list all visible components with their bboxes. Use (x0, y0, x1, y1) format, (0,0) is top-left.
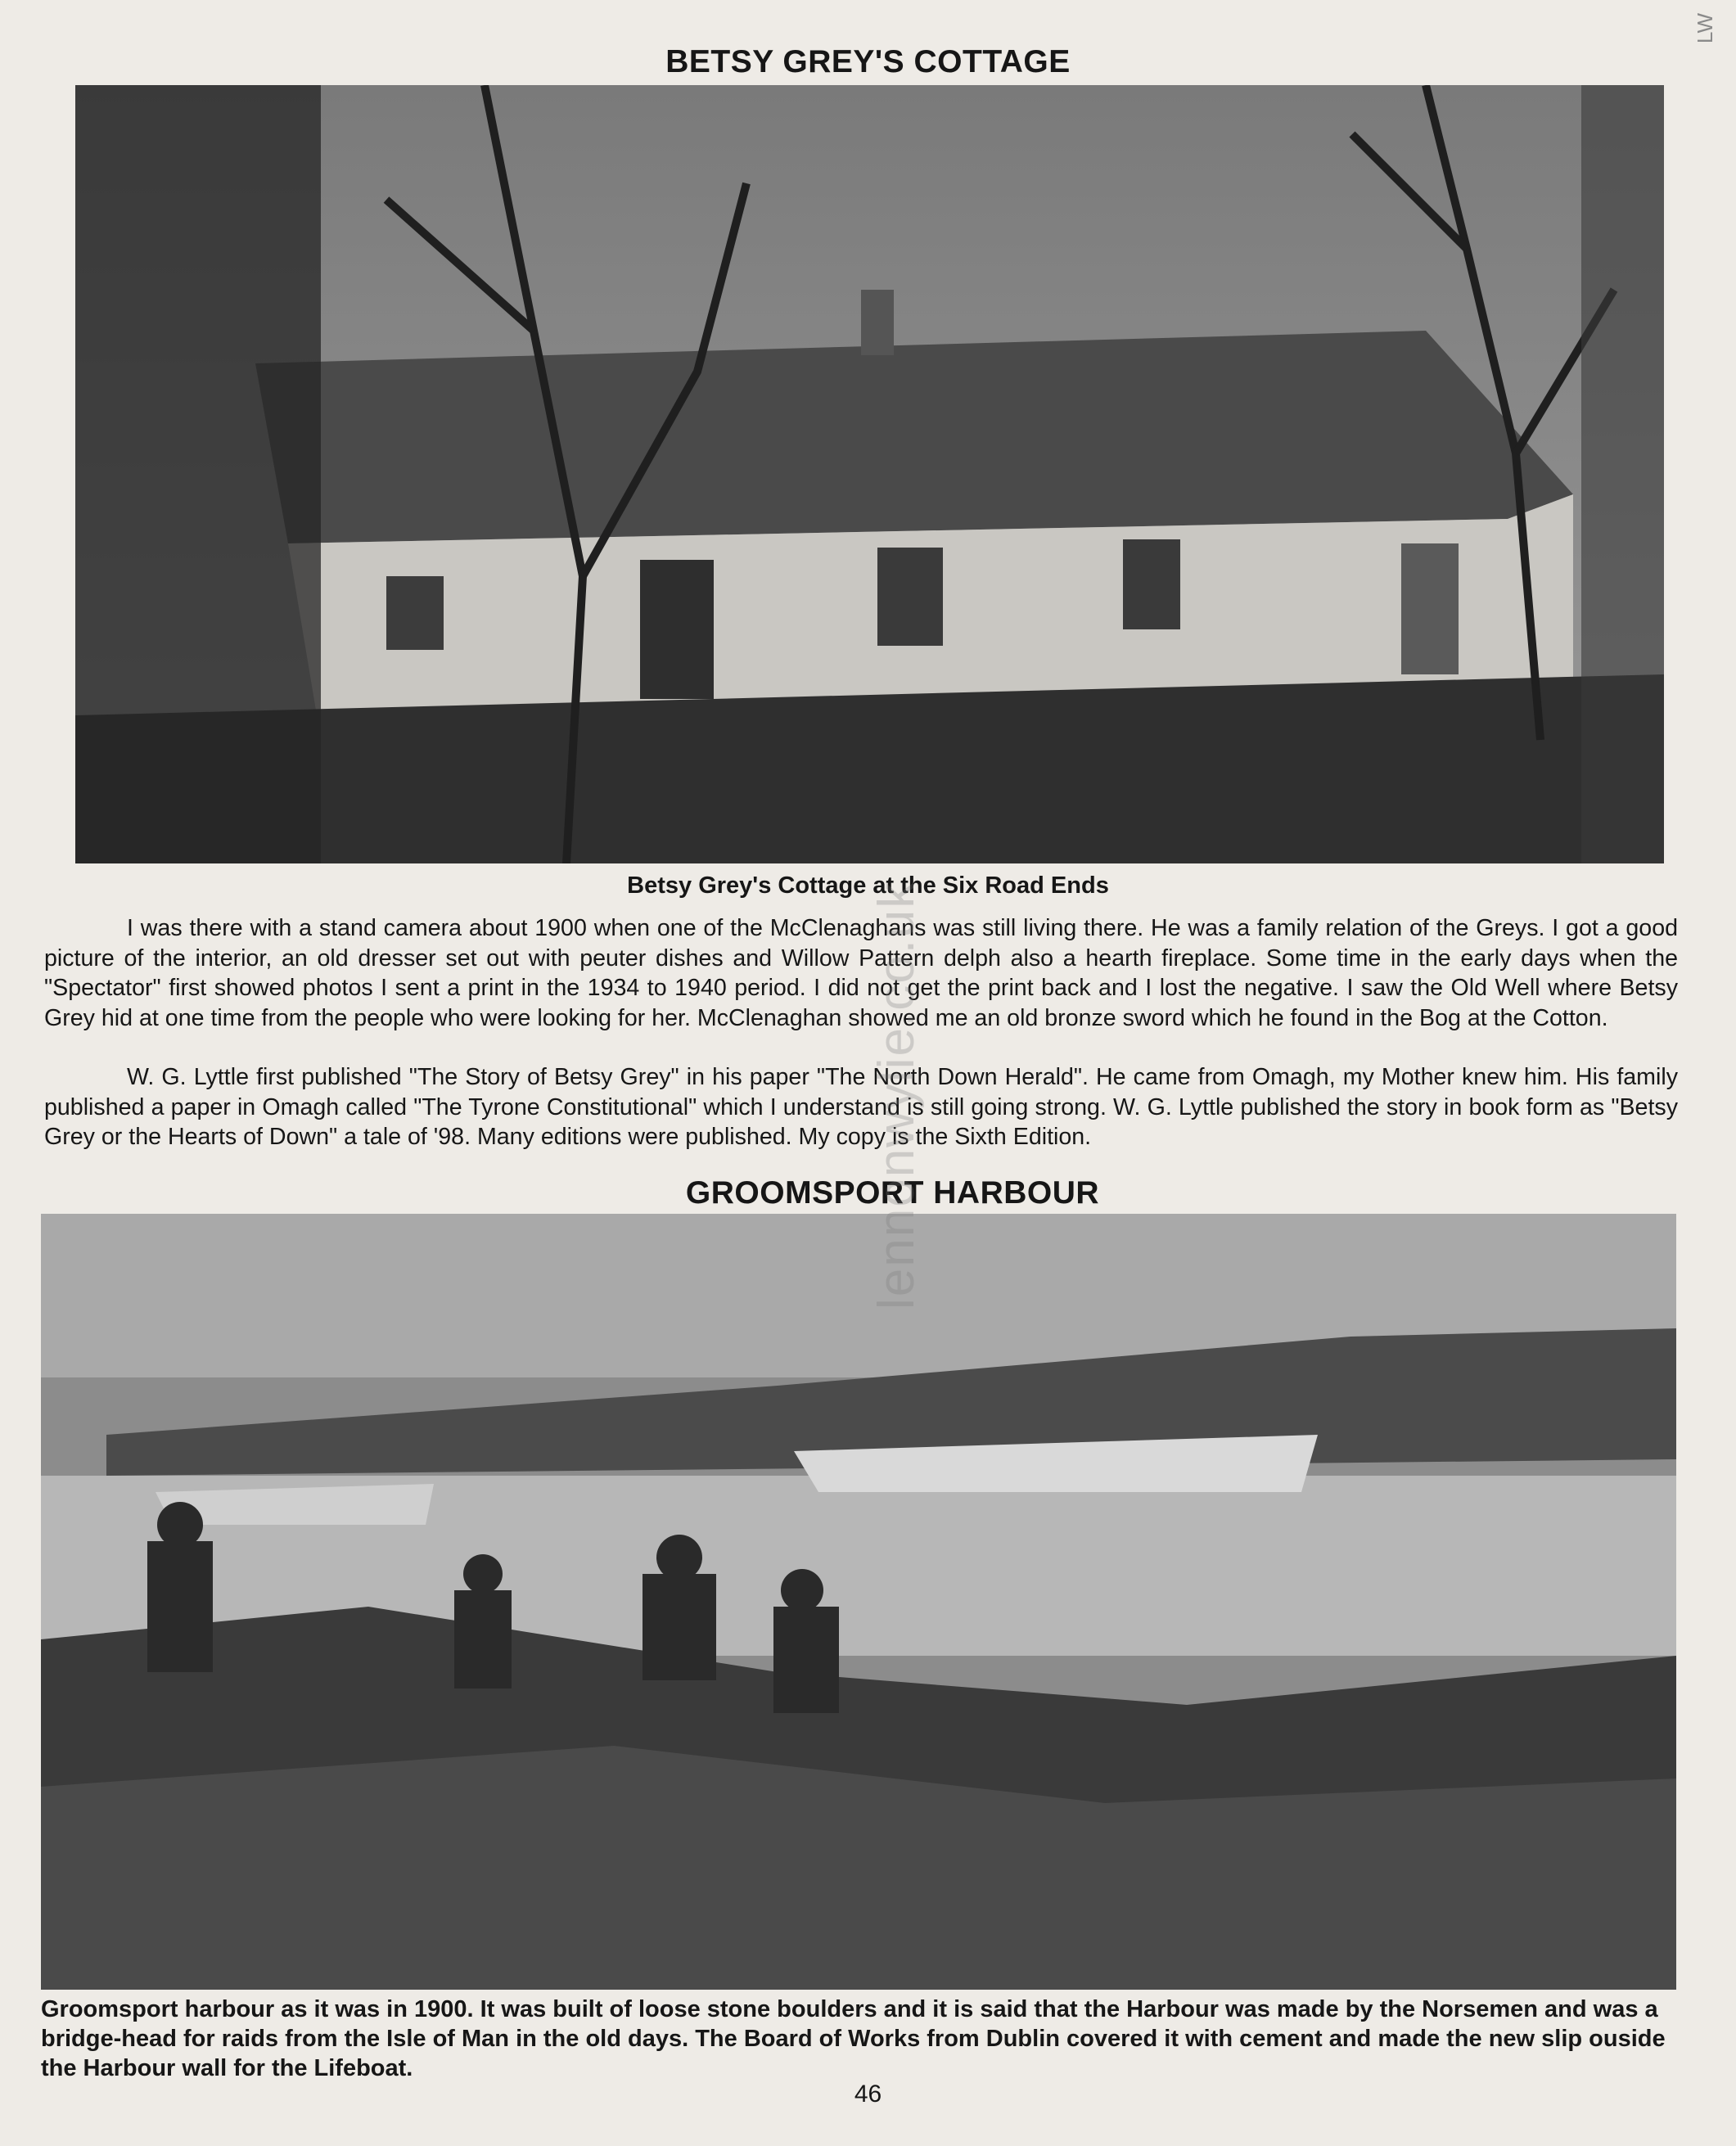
section-heading-cottage: BETSY GREY'S COTTAGE (665, 44, 1071, 79)
cottage-photo-caption: Betsy Grey's Cottage at the Six Road Ends (627, 872, 1109, 899)
cottage-photo (75, 85, 1664, 863)
harbour-photo (41, 1214, 1676, 1990)
watermark: lennonwylie.co.uk (868, 881, 925, 1310)
harbour-photo-caption: Groomsport harbour as it was in 1900. It was built of loose stone boulders and it is said that the Harbour was made by the Norsemen and was a bridge-head for raids from the Isle of Man in the old days. The Board of Works from Dublin covered it with cement and made the new slip ouside the Harbour wall for the Lifeboat. (41, 1996, 1666, 2081)
body-paragraph-2: W. G. Lyttle first published "The Story of Betsy Grey" in his paper "The North Down Herald". He came from Omagh, my Mother knew him. His family published a paper in Omagh called "The Tyrone Constitutional" which I understand is still going strong. W. G. Lyttle published the story in book form as "Betsy Grey or the Hearts of Down" a tale of '98. Many editions were published. My copy is the Sixth Edition. (44, 1064, 1678, 1150)
corner-mark: LW (1693, 13, 1717, 44)
body-paragraph-1: I was there with a stand camera about 1900 when one of the McClenaghans was still living there. He was a family relation of the Greys. I got a good picture of the interior, an old dresser set out with peuter dishes and Willow Pattern delph also a hearth fireplace. Some time in the early days when the "Spectator" first showed photos I sent a print in the 1934 to 1940 period. I did not get the print back and I lost the negative. I saw the Old Well where Betsy Grey hid at one time from the people who were looking for her. McClenaghan showed me an old bronze sword which he found in the Bog at the Cotton. (44, 915, 1678, 1031)
section-heading-harbour: GROOMSPORT HARBOUR (685, 1175, 1100, 1211)
page-number: 46 (854, 2081, 882, 2108)
